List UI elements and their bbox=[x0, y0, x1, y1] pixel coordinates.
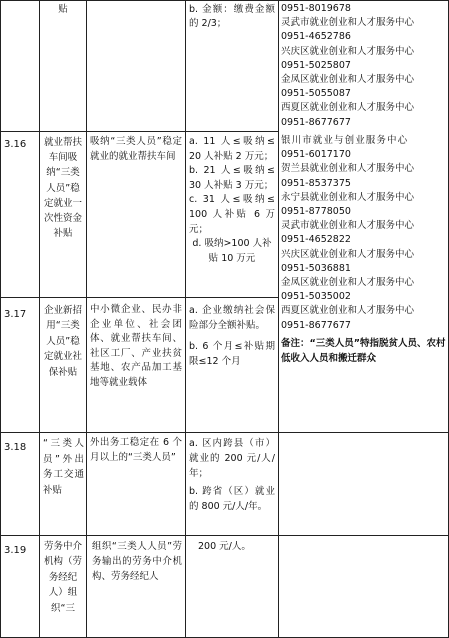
policy-name-318 bbox=[43, 436, 84, 532]
grid-line bbox=[39, 0, 40, 638]
amount-line: b. 6 个月≤补贴期限≤12 个月 bbox=[189, 341, 275, 367]
grid-line bbox=[0, 535, 449, 536]
amount-line: a. 区内跨县（市）就业的 200 元/人/年； bbox=[189, 438, 275, 479]
policy-name-319 bbox=[42, 539, 84, 637]
policy-name-316 bbox=[42, 135, 84, 295]
row-number-316: 3.16 bbox=[4, 139, 27, 150]
amount-line: b. 跨省（区）就业的 800 元/人/年。 bbox=[189, 486, 275, 512]
prev-name-tail-text: 贴 bbox=[58, 4, 68, 15]
row-number bbox=[4, 441, 38, 459]
grid-line bbox=[0, 432, 449, 433]
contact-line: 金凤区就业创业和人才服务中心 bbox=[281, 74, 415, 86]
contact-line: 0951-5025807 bbox=[281, 59, 351, 71]
amount-line: b. 21 人≤吸纳≤ 30 人补贴 3 万元； bbox=[189, 165, 275, 191]
amount-317 bbox=[189, 303, 275, 429]
target-317 bbox=[90, 303, 182, 429]
prev-name-tail bbox=[40, 3, 86, 23]
row-number bbox=[4, 544, 38, 562]
contact-line: 兴庆区就业创业和人才服务中心 bbox=[281, 45, 415, 57]
contact-line: 0951-5036881 bbox=[281, 262, 351, 274]
contact-line: 兴庆区就业创业和人才服务中心 bbox=[281, 248, 415, 260]
contact-line: 0951-5055087 bbox=[281, 88, 351, 100]
target-318 bbox=[90, 436, 182, 496]
contact-line: 0951-6017170 bbox=[281, 149, 351, 161]
policy-name-text: 劳务中介机构（劳务经纪人）组织“三 bbox=[43, 541, 82, 614]
grid-line bbox=[278, 0, 279, 638]
amount-318 bbox=[189, 436, 275, 532]
contact-line: 0951-5035002 bbox=[281, 291, 351, 303]
contact-line: 灵武市就业创业和人才服务中心 bbox=[281, 220, 415, 232]
contact-line: 永宁县就业创业和人才服务中心 bbox=[281, 191, 415, 203]
contact-line: 银川市就业与创业服务中心 bbox=[281, 135, 409, 146]
contact-line: 西夏区就业创业和人才服务中心 bbox=[281, 305, 415, 317]
target-text: 中小微企业、民办非企业单位、社会团体、就业帮扶车间、社区工厂、产业扶贫基地、农产品加工基地等就业载体 bbox=[90, 304, 182, 388]
grid-line bbox=[0, 0, 1, 638]
grid-line bbox=[0, 0, 449, 1]
grid-line bbox=[0, 131, 278, 132]
grid-line bbox=[0, 297, 278, 298]
note bbox=[281, 336, 447, 370]
target-316 bbox=[90, 135, 182, 175]
row-number bbox=[4, 138, 38, 156]
amount-319 bbox=[198, 540, 276, 558]
policy-name-text: 就业帮扶车间吸纳“三类人员”稳定就业一次性资金补贴 bbox=[43, 137, 82, 240]
target-319 bbox=[92, 539, 182, 605]
contact-line: 贺兰县就业创业和人才服务中心 bbox=[281, 163, 415, 175]
prev-contacts bbox=[281, 2, 447, 130]
prev-amount-tail bbox=[189, 3, 275, 43]
contacts-316-317 bbox=[281, 134, 447, 334]
target-text: 组织“三类人人员”劳务输出的劳务中介机构、劳务经纪人 bbox=[92, 541, 182, 582]
amount-line: d. 吸纳>100 人补贴 10 万元 bbox=[192, 238, 272, 264]
row-number bbox=[4, 308, 38, 326]
target-text: 外出务工稳定在 6 个月以上的“三类人员” bbox=[90, 437, 182, 463]
contact-line: 0951-8778050 bbox=[281, 206, 351, 218]
contact-line: 0951-8537375 bbox=[281, 177, 351, 189]
contact-line: 0951-8677677 bbox=[281, 116, 351, 128]
policy-name-317 bbox=[42, 303, 84, 429]
amount-line: a. 11 人≤吸纳≤ 20 人补贴 2 万元； bbox=[189, 136, 275, 162]
contact-line: 西夏区就业创业和人才服务中心 bbox=[281, 102, 415, 114]
amount-text: 200 元/人。 bbox=[198, 541, 251, 552]
amount-line: a. 企业缴纳社会保险部分全额补贴。 bbox=[189, 305, 275, 331]
grid-line bbox=[185, 0, 186, 638]
contact-line: 灵武市就业创业和人才服务中心 bbox=[281, 17, 415, 29]
contact-line: 金凤区就业创业和人才服务中心 bbox=[281, 277, 415, 289]
grid-line bbox=[86, 0, 87, 638]
row-number-318: 3.18 bbox=[4, 442, 27, 453]
row-number-319: 3.19 bbox=[4, 545, 27, 556]
amount-line: c. 31 人≤吸纳≤ 100 人补贴 6 万元； bbox=[189, 194, 275, 235]
row-number-317: 3.17 bbox=[4, 309, 27, 320]
amount-316 bbox=[189, 135, 275, 295]
note-text: 备注：“三类人员”特指脱贫人员、农村低收入人员和搬迁群众 bbox=[281, 338, 446, 364]
contact-line: 0951-8019678 bbox=[281, 3, 351, 14]
policy-name-text: 企业新招用“三类人员”稳定就业社保补贴 bbox=[43, 305, 82, 378]
prev-amount-tail-text: b. 金额：缴费金额的 2/3； bbox=[189, 4, 275, 29]
target-text: 吸纳“三类人员”稳定就业的就业帮扶车间 bbox=[90, 136, 182, 162]
policy-name-text: “三类人员”外出务工交通补贴 bbox=[43, 438, 84, 496]
contact-line: 0951-8677677 bbox=[281, 319, 351, 331]
contact-line: 0951-4652786 bbox=[281, 31, 351, 43]
contact-line: 0951-4652822 bbox=[281, 234, 351, 246]
